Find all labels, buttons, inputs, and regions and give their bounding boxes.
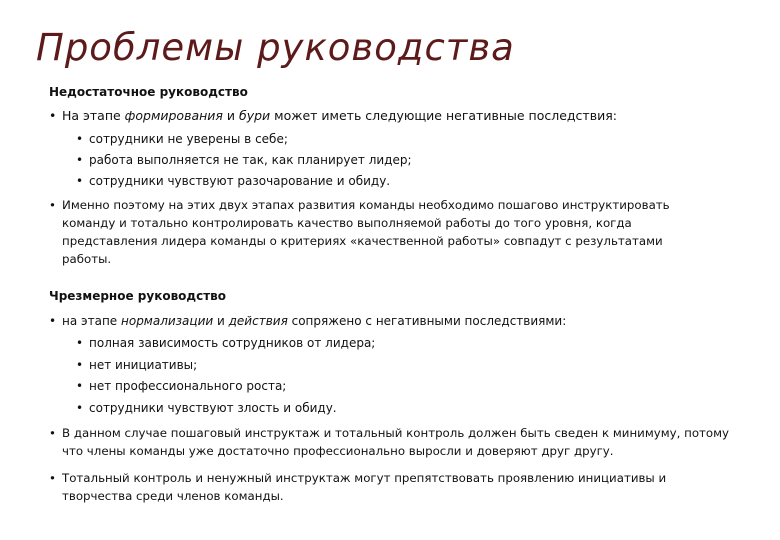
sub-list-item: • сотрудники не уверены в себе; (76, 132, 288, 146)
bullet-icon: • (49, 198, 56, 212)
bullet-icon: • (76, 379, 84, 393)
sub-list-item: • нет инициативы; (76, 358, 198, 372)
bullet-icon: • (76, 336, 84, 350)
page-title: Проблемы руководства (36, 26, 515, 69)
bullet-icon: • (76, 132, 84, 146)
sub-list-item: • сотрудники чувствуют разочарование и обиду. (76, 174, 391, 188)
sub-list-item: • сотрудники чувствуют злость и обиду. (76, 401, 337, 415)
bullet-icon: • (49, 471, 56, 485)
sub-list-item: • нет профессионального роста; (76, 379, 287, 393)
sub-list-item: • работа выполняется не так, как планирует лидер; (76, 153, 412, 167)
list-item: • на этапе нормализации и действия сопряжено с негативными последствиями: (49, 314, 567, 328)
bullet-icon: • (76, 153, 84, 167)
bullet-icon: • (76, 401, 84, 415)
section-heading-insufficient: Недостаточное руководство (49, 85, 248, 99)
list-item: • В данном случае пошаговый инструктаж и тотальный контроль должен быть сведен к минимуму, потому что члены команды уже достаточно профессионально выросли и доверяют друг другу. (49, 426, 730, 458)
list-item: • Тотальный контроль и ненужный инструктаж могут препятствовать проявлению инициативы и творчества среди членов команды. (49, 471, 667, 503)
bullet-icon: • (49, 314, 57, 328)
list-item: • Именно поэтому на этих двух этапах развития команды необходимо пошагово инструктировать команду и тотально контролировать качество выполняемой работы до того уровня, когда представления лидера команды о критериях «качественной работы» совпадут с результатами работы. (49, 198, 670, 266)
section-heading-excessive: Чрезмерное руководство (49, 289, 227, 303)
bullet-icon: • (76, 358, 84, 372)
sub-list-item: • полная зависимость сотрудников от лидера; (76, 336, 376, 350)
bullet-icon: • (49, 426, 56, 440)
list-item: • На этапе формирования и бури может иметь следующие негативные последствия: (49, 108, 617, 123)
bullet-icon: • (76, 174, 84, 188)
bullet-icon: • (49, 108, 57, 123)
